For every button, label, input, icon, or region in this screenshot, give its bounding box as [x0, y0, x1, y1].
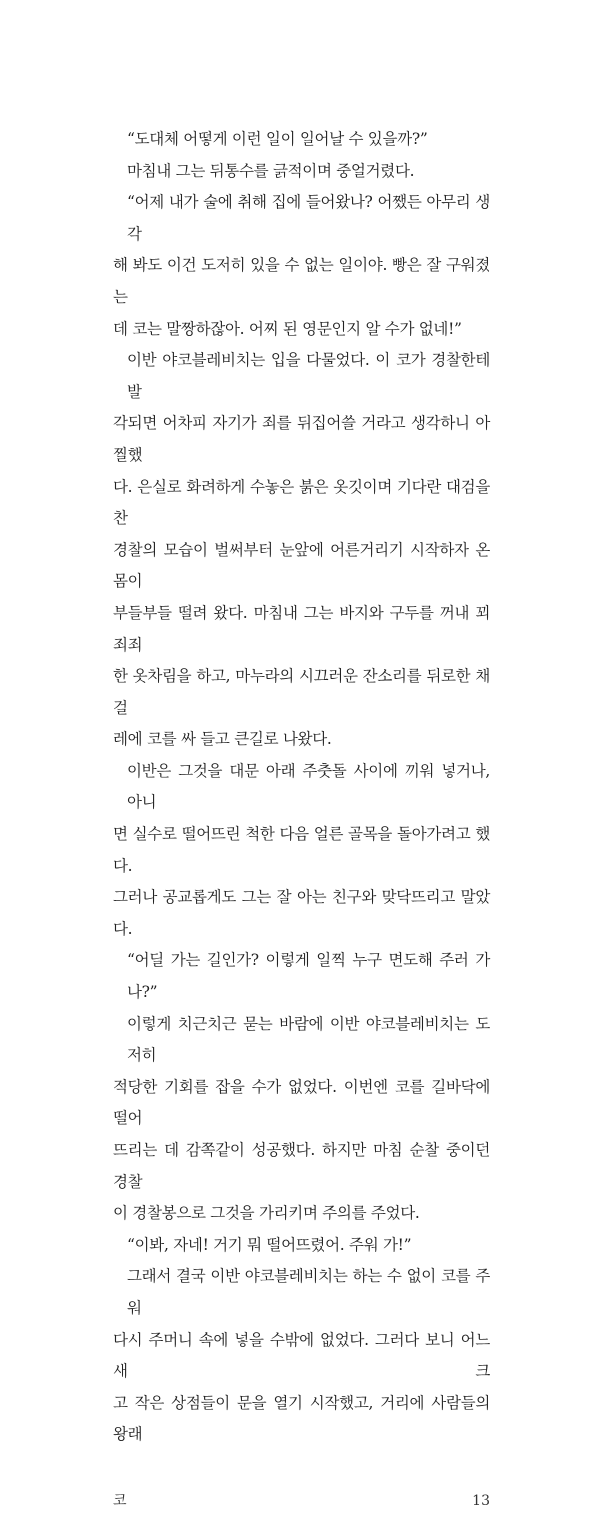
text-line: 한 옷차림을 하고, 마누라의 시끄러운 잔소리를 뒤로한 채 걸	[113, 667, 490, 717]
text-line: 이 경찰봉으로 그것을 가리키며 주의를 주었다.	[113, 1204, 420, 1223]
text-line: 경찰의 모습이 벌써부터 눈앞에 어른거리기 시작하자 온몸이	[113, 540, 490, 591]
text-line: 이반은 그것을 대문 아래 주춧돌 사이에 끼워 넣거나, 아니	[127, 761, 490, 812]
text-line: 그래서 결국 이반 야코블레비치는 하는 수 없이 코를 주워	[127, 1267, 490, 1317]
text-line: 고 작은 상점들이 문을 열기 시작했고, 거리에 사람들의 왕래	[113, 1393, 490, 1444]
text-line: 뜨리는 데 감쪽같이 성공했다. 하지만 마침 순찰 중이던 경찰	[113, 1141, 490, 1191]
text-line: 각되면 어차피 자기가 죄를 뒤집어쓸 거라고 생각하니 아찔했	[113, 414, 490, 464]
text-line: 면 실수로 떨어뜨린 척한 다음 얼른 골목을 돌아가려고 했다.	[113, 825, 490, 875]
text-line: 적당한 기회를 잡을 수가 없었다. 이번엔 코를 길바닥에 떨어	[113, 1077, 490, 1128]
page-footer	[113, 1491, 490, 1531]
text-line: 해 봐도 이건 도저히 있을 수 없는 일이야. 빵은 잘 구워졌는	[113, 256, 490, 306]
text-line: 마침내 그는 뒤통수를 긁적이며 중얼거렸다.	[127, 161, 415, 180]
text-line: “어제 내가 술에 취해 집에 들어왔나? 어쨌든 아무리 생각	[127, 193, 490, 243]
running-head: 코	[113, 1492, 127, 1509]
text-line: “이봐, 자네! 거기 뭐 떨어뜨렸어. 주워 가!”	[127, 1235, 412, 1254]
page-number: 13	[472, 1492, 490, 1509]
text-line: “어딜 가는 길인가? 이렇게 일찍 누구 면도해 주러 가나?”	[127, 951, 490, 1002]
body-text	[113, 124, 490, 1451]
text-line: 레에 코를 싸 들고 큰길로 나왔다.	[113, 730, 332, 749]
text-line: 다. 은실로 화려하게 수놓은 붉은 옷깃이며 기다란 대검을 찬	[113, 477, 490, 528]
text-line: “도대체 어떻게 이런 일이 일어날 수 있을까?”	[127, 130, 428, 148]
text-line: 그러나 공교롭게도 그는 잘 아는 친구와 맞닥뜨리고 말았다.	[113, 888, 490, 938]
text-line: 이렇게 치근치근 묻는 바람에 이반 야코블레비치는 도저히	[127, 1014, 490, 1065]
text-line: 부들부들 떨려 왔다. 마침내 그는 바지와 구두를 꺼내 꾀죄죄	[113, 603, 490, 654]
page-content	[113, 0, 490, 1531]
text-line: 데 코는 말짱하잖아. 어찌 된 영문인지 알 수가 없네!”	[113, 319, 462, 338]
text-line: 다시 주머니 속에 넣을 수밖에 없었다. 그러다 보니 어느새 크	[113, 1330, 490, 1381]
text-line: 이반 야코블레비치는 입을 다물었다. 이 코가 경찰한테 발	[127, 351, 490, 401]
